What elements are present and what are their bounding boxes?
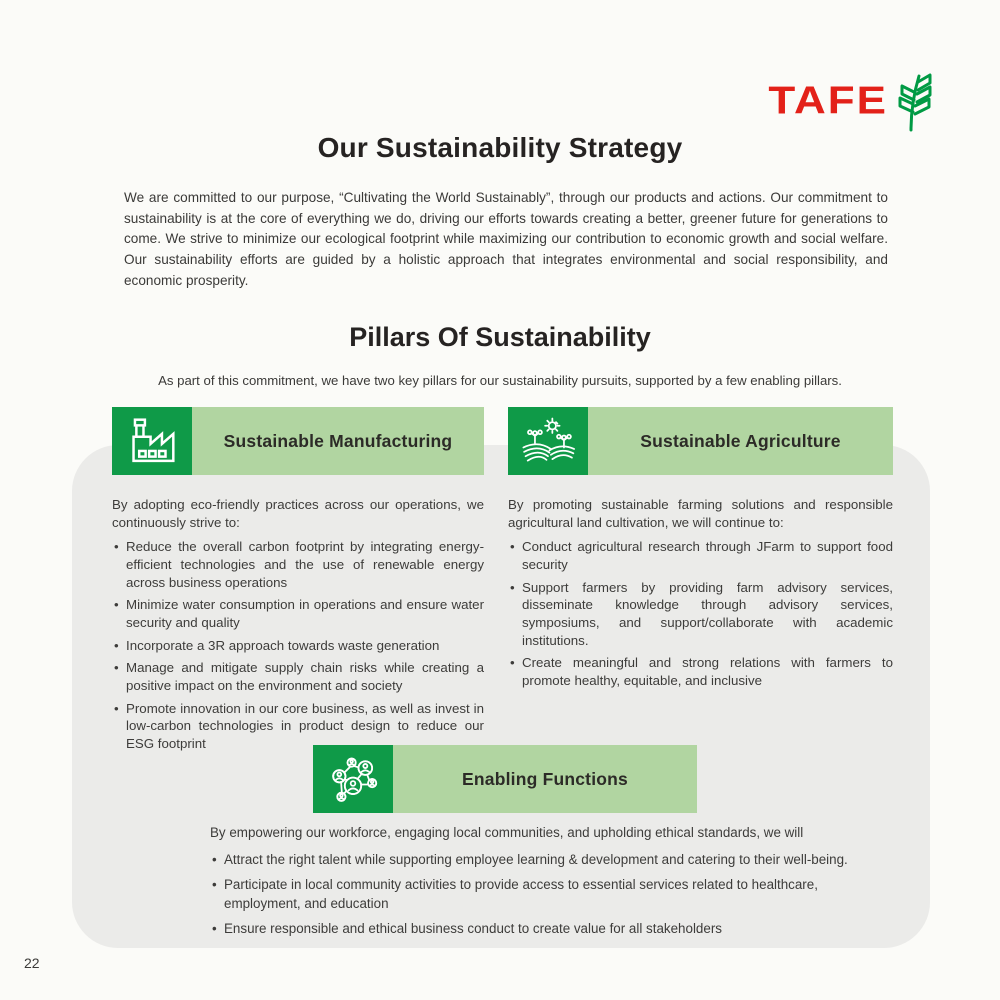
bullet-item: • Manage and mitigate supply chain risks while creating a positive impact on the environment and society — [112, 659, 484, 694]
pillar-title-agriculture: Sustainable Agriculture — [588, 407, 893, 475]
bullet-item: • Create meaningful and strong relations with farmers to promote healthy, equitable, and inclusive — [508, 654, 893, 689]
agriculture-icon — [508, 407, 588, 475]
brand-logo-text: TAFE — [768, 79, 888, 123]
pillar-header-agriculture — [508, 407, 893, 475]
page-number: 22 — [24, 955, 40, 971]
manufacturing-content — [112, 496, 484, 758]
bullet-item: • Minimize water consumption in operations and ensure water security and quality — [112, 596, 484, 631]
pillars-section-title: Pillars Of Sustainability — [349, 322, 651, 352]
manufacturing-bullet-list — [112, 538, 484, 752]
bullet-item: • Promote innovation in our core business, as well as invest in low-carbon technologies in product design to reduce our ESG footprint — [112, 700, 484, 753]
bullet-item: • Participate in local community activities to provide access to essential services related to healthcare, employment, and education — [210, 876, 874, 913]
wheat-icon — [894, 70, 938, 132]
brand-logo — [768, 70, 938, 132]
enabling-intro: By empowering our workforce, engaging local communities, and upholding ethical standards, we will — [210, 825, 804, 840]
page-title: Our Sustainability Strategy — [317, 132, 683, 163]
bullet-item: • Incorporate a 3R approach towards waste generation — [112, 637, 484, 655]
bullet-item: • Ensure responsible and ethical business conduct to create value for all stakeholders — [210, 920, 874, 939]
bullet-item: • Attract the right talent while supporting employee learning & development and catering to their well-being. — [210, 851, 874, 870]
enabling-header — [313, 745, 697, 813]
intro-paragraph: We are committed to our purpose, “Cultivating the World Sustainably”, through our products and actions. Our commitment to sustainability is at the core of everything we do, driving our efforts towards creating a better, greener future for generations to come. We strive to minimize our ecological footprint while maximizing our contribution to economic growth and social welfare. Our sustainability efforts are guided by a holistic approach that integrates environmental and social responsibility, and economic prosperity. — [124, 190, 888, 288]
agriculture-content — [508, 496, 893, 695]
enabling-bullet-list — [210, 851, 874, 939]
manufacturing-intro: By adopting eco-friendly practices across our operations, we continuously strive to: — [112, 497, 484, 530]
pillar-header-manufacturing — [112, 407, 484, 475]
factory-icon — [112, 407, 192, 475]
pillar-title-manufacturing: Sustainable Manufacturing — [192, 407, 484, 475]
agriculture-bullet-list — [508, 538, 893, 689]
people-network-icon — [313, 745, 393, 813]
bullet-item: • Reduce the overall carbon footprint by integrating energy-efficient technologies and the use of renewable energy across business operations — [112, 538, 484, 591]
enabling-title: Enabling Functions — [393, 745, 697, 813]
bullet-item: • Conduct agricultural research through JFarm to support food security — [508, 538, 893, 573]
agriculture-intro: By promoting sustainable farming solutions and responsible agricultural land cultivation, we will continue to: — [508, 497, 893, 530]
pillars-section-subtitle: As part of this commitment, we have two key pillars for our sustainability pursuits, supported by a few enabling pillars. — [158, 373, 842, 388]
bullet-item: • Support farmers by providing farm advisory services, disseminate knowledge through advisory services, symposiums, and support/collaborate with academic institutions. — [508, 579, 893, 650]
enabling-content — [210, 824, 874, 946]
